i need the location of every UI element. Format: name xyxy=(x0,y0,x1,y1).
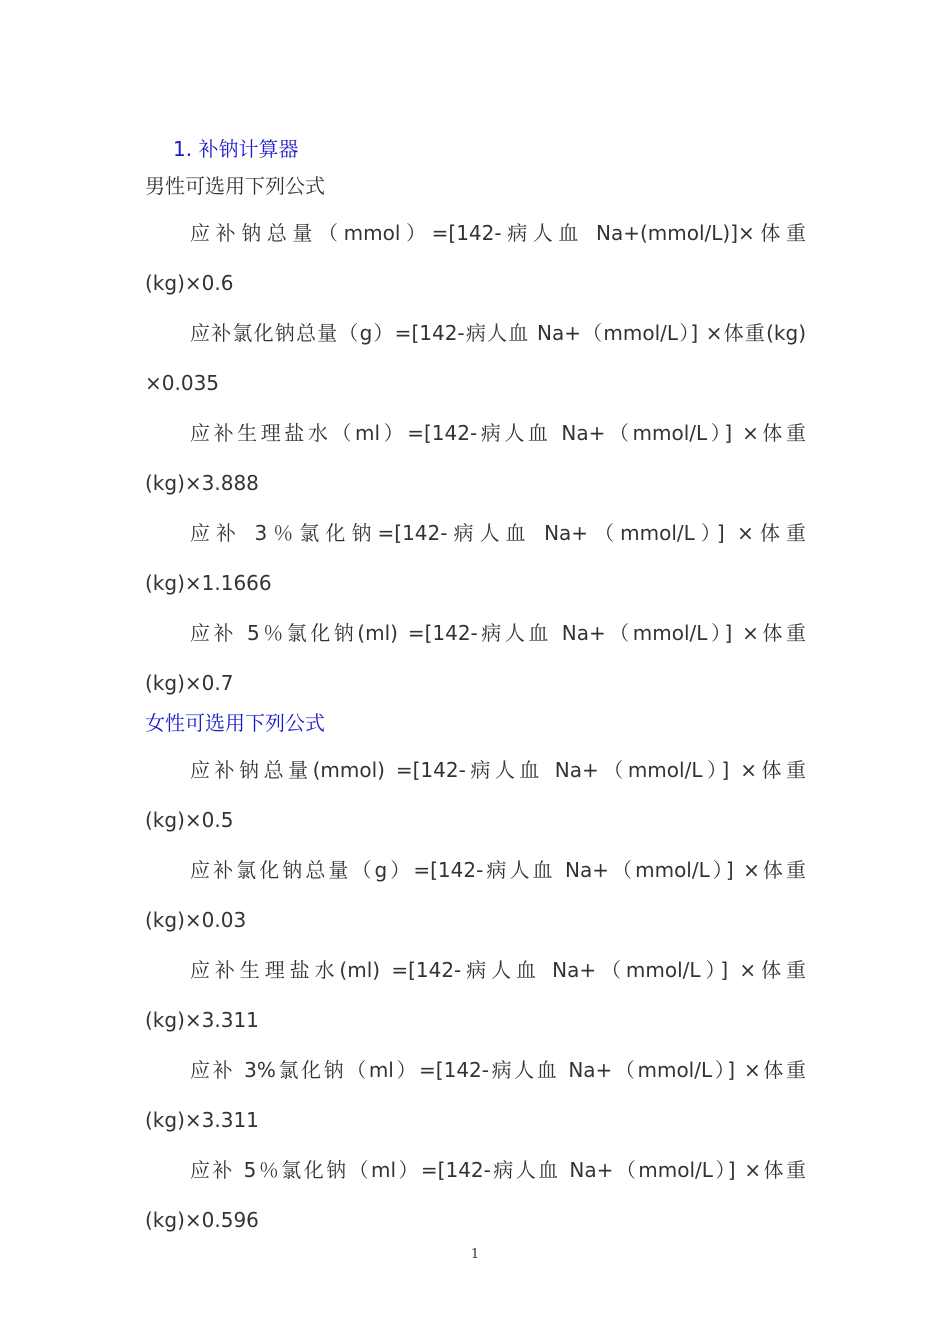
female-formula-normal-saline: 应补生理盐水(ml) =[142-病人血 Na+（mmol/L）] ×体重(kg)×3.311 xyxy=(145,958,806,1032)
document-body xyxy=(145,134,806,1245)
page-number: 1 xyxy=(470,1247,480,1262)
male-formula-normal-saline: 应补生理盐水（ml）=[142-病人血 Na+（mmol/L）] ×体重(kg)×3.888 xyxy=(145,421,806,495)
female-formula-sodium-chloride: 应补氯化钠总量（g）=[142-病人血 Na+（mmol/L）] ×体重(kg)×0.03 xyxy=(145,858,806,932)
male-formula-3pct-sodium-chloride: 应补 3％氯化钠=[142-病人血 Na+（mmol/L）] ×体重(kg)×1.1666 xyxy=(145,521,806,595)
male-formula-sodium-chloride: 应补氯化钠总量（g）=[142-病人血 Na+（mmol/L）] ×体重(kg) ×0.035 xyxy=(145,321,806,395)
female-formulas-title: 女性可选用下列公式 xyxy=(145,711,325,735)
male-formula-total-sodium: 应补钠总量（mmol）=[142-病人血 Na+(mmol/L)]×体重(kg)×0.6 xyxy=(145,221,806,295)
section-heading: 1. 补钠计算器 xyxy=(173,137,299,161)
male-formula-5pct-sodium-chloride: 应补 5％氯化钠(ml) =[142-病人血 Na+（mmol/L）] ×体重(kg)×0.7 xyxy=(145,621,806,695)
female-formula-3pct-sodium-chloride: 应补 3%氯化钠（ml）=[142-病人血 Na+（mmol/L）] ×体重(kg)×3.311 xyxy=(145,1058,806,1132)
male-formulas-title: 男性可选用下列公式 xyxy=(145,174,325,198)
female-formula-5pct-sodium-chloride: 应补 5％氯化钠（ml）=[142-病人血 Na+（mmol/L）] ×体重(kg)×0.596 xyxy=(145,1158,806,1232)
female-formula-total-sodium: 应补钠总量(mmol) =[142-病人血 Na+（mmol/L）] ×体重(kg)×0.5 xyxy=(145,758,806,832)
